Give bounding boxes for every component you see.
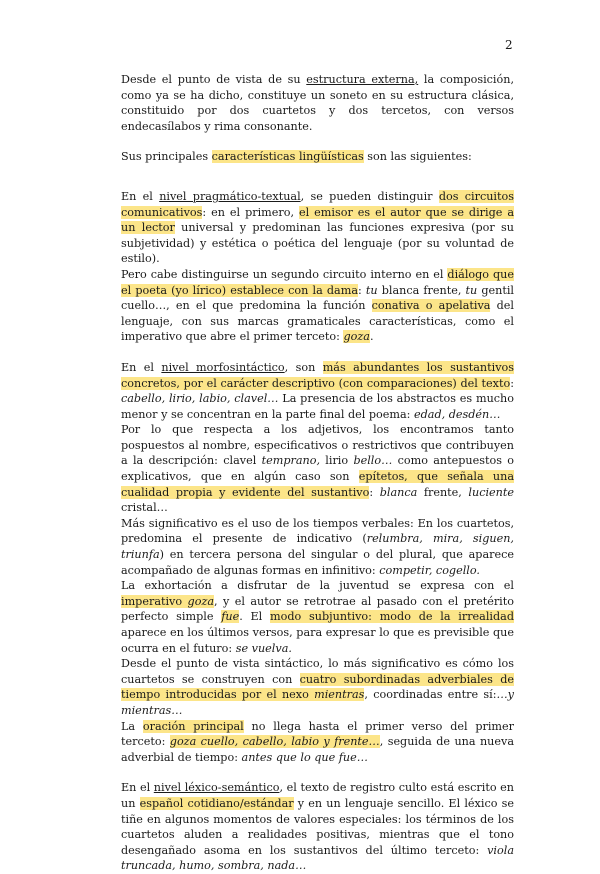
paragraph-estructura-externa: Desde el punto de vista de su estructura externa, la composición, como ya se ha dicho, constituye un soneto en su estructura clásica, constituido por dos cuartetos y dos tercetos, con versos endecasílabos y rima consonante. (121, 73, 515, 133)
document-body (121, 72, 514, 874)
paragraph-caracteristicas-intro: Sus principales características lingüísticas son las siguientes: (121, 150, 472, 164)
paragraph-nivel-lexico: En el nivel léxico-semántico, el texto de registro culto está escrito en un español cotidiano/estándar y en un lenguaje sencillo. El léxico se tiñe en algunos momentos de valores especiales: los términos de los cuartetos aluden a realidades positivas, mientras que el tono desengañado asoma en los sustantivos del último terceto: viola truncada, humo, sombra, nada… (121, 781, 514, 873)
paragraph-adjetivos: Por lo que respecta a los adjetivos, los encontramos tanto pospuestos al nombre, especificativos o restrictivos que contribuyen a la descripción: clavel temprano, lirio bello… como antepuestos o explicativos, que en algún caso son epítetos, que señala una cualidad propia y evidente del sustantivo: blanca frente, luciente cristal… (121, 423, 514, 515)
paragraph-tiempos-verbales: Más significativo es el uso de los tiempos verbales: En los cuartetos, predomina el presente de indicativo (relumbra, mira, siguen, triunfa) en tercera persona del singular o del plural, que aparece acompañado de algunas formas en infinitivo: competir, cogello. (121, 516, 514, 577)
highlighted-term: diálogo que el poeta (yo lírico) establece con la dama (121, 267, 514, 297)
underlined-term: nivel morfosintáctico (161, 360, 285, 374)
paragraph-nivel-morfosintactico: En el nivel morfosintáctico, son más abundantes los sustantivos concretos, por el carácter descriptivo (con comparaciones) del texto: cabello, lirio, labio, clavel… La presencia de los abstractos es mucho menor y se concentran en la parte final del poema: edad, desdén… (121, 360, 514, 421)
highlighted-term: oración principal (142, 719, 244, 733)
highlighted-term: imperativo goza (121, 594, 215, 608)
highlighted-term: cuatro subordinadas adverbiales de tiempo introducidas por el nexo mientras (121, 672, 514, 702)
highlighted-term: el emisor es el autor que se dirige a un lector (121, 205, 514, 235)
underlined-term: estructura externa, (306, 73, 419, 86)
page-number: 2 (505, 38, 513, 52)
paragraph-segundo-circuito: Pero cabe distinguirse un segundo circuito interno en el diálogo que el poeta (yo lírico) establece con la dama: tu blanca frente, tu gentil cuello…, en el que predomina la función conativa o apelativa del lenguaje, con sus marcas gramaticales características, como el imperativo que abre el primer terceto: goza. (121, 267, 514, 344)
paragraph-exhortacion: La exhortación a disfrutar de la juventud se expresa con el imperativo goza, y el autor se retrotrae al pasado con el pretérito perfecto simple fue. El modo subjuntivo: modo de la irrealidad aparece en los últimos versos, para expresar lo que es previsible que ocurra en el futuro: se vuelva. (121, 579, 514, 655)
highlighted-term: español cotidiano/estándar (139, 796, 294, 810)
underlined-term: nivel léxico-semántico (153, 781, 280, 795)
paragraph-nivel-pragmatico: En el nivel pragmático-textual, se pueden distinguir dos circuitos comunicativos: en el primero, el emisor es el autor que se dirige a un lector universal y predominan las funciones expresiva (por su subjetividad) y estética o poética del lenguaje (por su voluntad de estilo). (121, 189, 514, 266)
highlighted-term: modo subjuntivo: modo de la irrealidad (270, 610, 514, 624)
underlined-term: nivel pragmático-textual (159, 189, 301, 203)
highlighted-term: goza (343, 330, 370, 344)
highlighted-term: dos circuitos comunicativos (121, 189, 514, 219)
highlighted-term: fue (221, 610, 240, 624)
paragraph-oracion-principal: La oración principal no llega hasta el primer verso del primer terceto: goza cuello, cabello, labio y frente…, seguida de una nueva adverbial de tiempo: antes que lo que fue… (121, 719, 515, 764)
paragraph-sintaxis: Desde el punto de vista sintáctico, lo más significativo es cómo los cuartetos se construyen con cuatro subordinadas adverbiales de tiempo introducidas por el nexo mientras, coordinadas entre sí:…y mientras… (121, 657, 514, 717)
highlighted-term: epítetos, que señala una cualidad propia y evidente del sustantivo (121, 470, 514, 499)
highlighted-term: conativa o apelativa (371, 299, 491, 313)
highlighted-term: más abundantes los sustantivos concretos, por el carácter descriptivo (con comparaciones) del texto (121, 360, 514, 390)
highlighted-term: características lingüísticas (211, 150, 364, 164)
highlighted-term: goza cuello, cabello, labio y frente… (169, 735, 380, 749)
